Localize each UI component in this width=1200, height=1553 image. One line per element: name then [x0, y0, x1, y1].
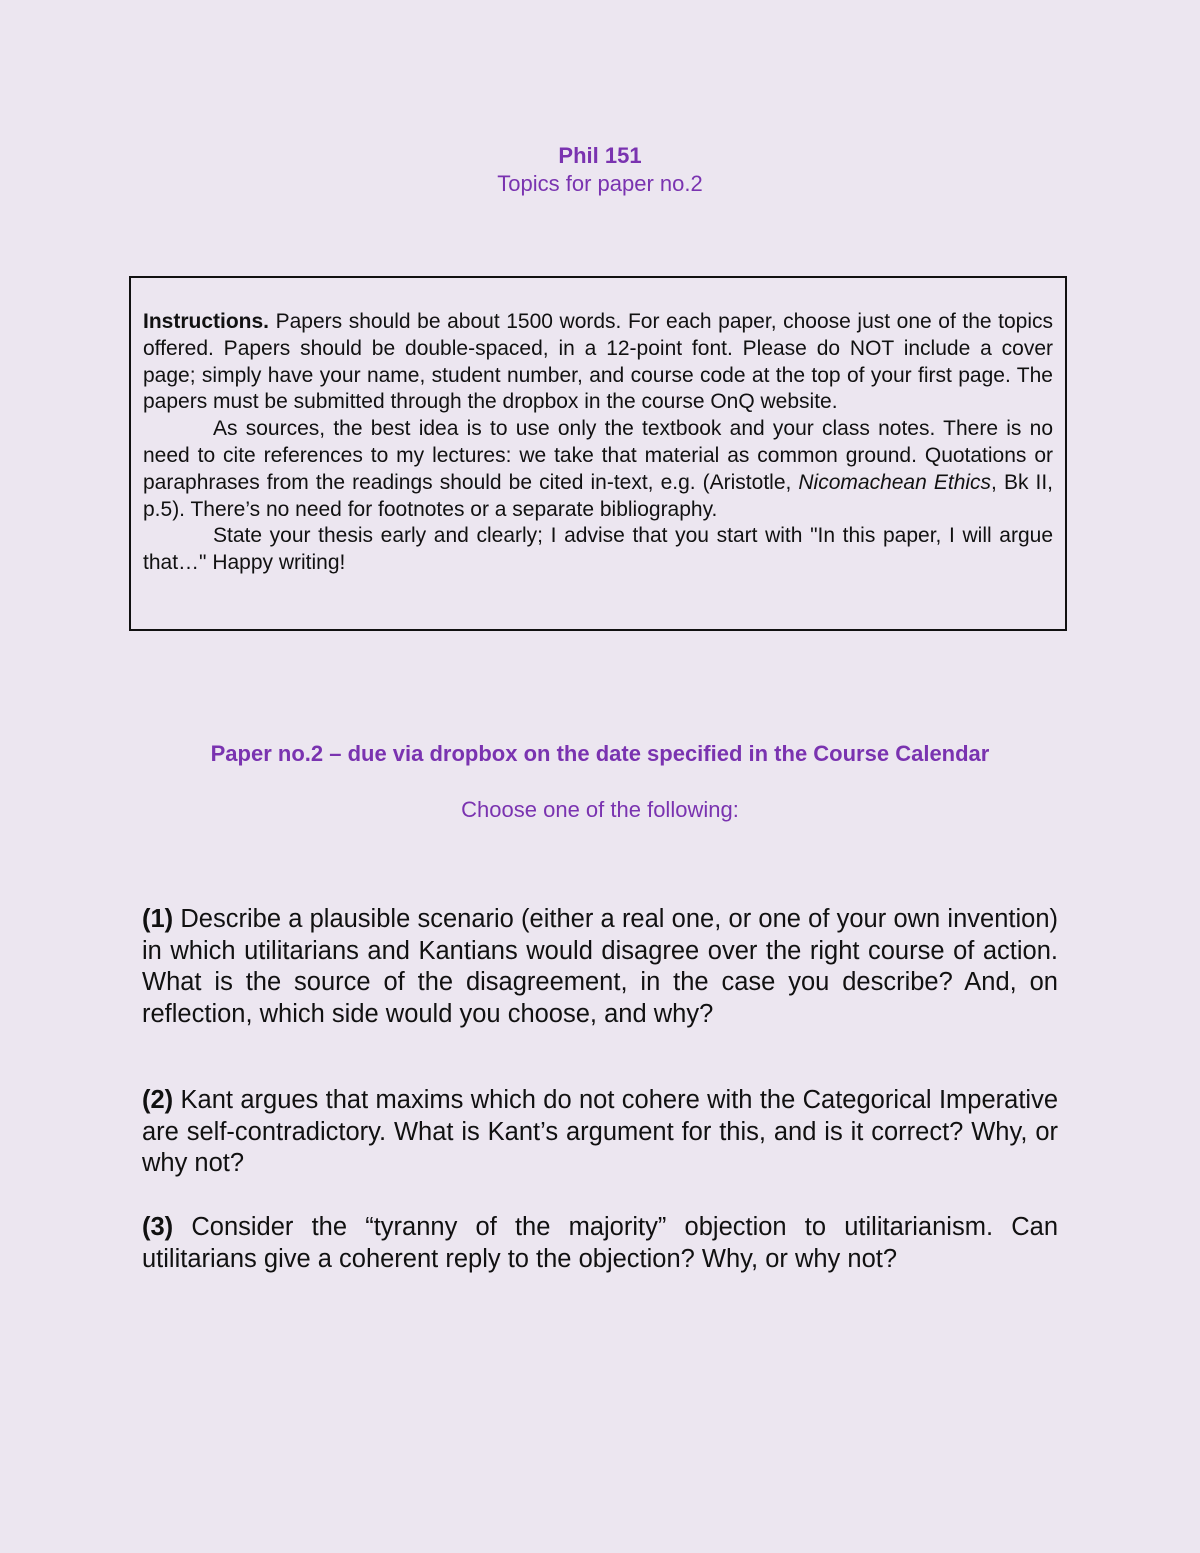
topic-item: [142, 904, 1058, 1030]
document-header: [0, 142, 1200, 198]
instructions-paragraph-2: [143, 416, 1053, 523]
instructions-box: [129, 276, 1067, 631]
course-title: Phil 151: [558, 143, 642, 168]
topic-number: (3): [142, 1213, 174, 1241]
topic-text: Describe a plausible scenario (either a real one, or one of your own invention) in which utilitarians and Kantians would disagree over the right course of action. What is the source of the disagreement, in the case you describe? And, on reflection, which side would you choose, and why?: [142, 905, 1058, 1028]
topic-number: (1): [142, 905, 174, 933]
book-title: Nicomachean Ethics: [798, 470, 992, 494]
paper-due-heading: Paper no.2 – due via dropbox on the date specified in the Course Calendar: [210, 741, 990, 766]
topic-text: Kant argues that maxims which do not cohere with the Categorical Imperative are self-contradictory. What is Kant’s argument for this, and is it correct? Why, or why not?: [142, 1086, 1058, 1177]
choose-instruction: Choose one of the following:: [461, 797, 739, 822]
instructions-text-1: Papers should be about 1500 words. For each paper, choose just one of the topics offered. Papers should be double-spaced, in a 12-point font. Please do NOT include a cover page; simply have your name, student number, and course code at the top of your first page. The papers must be submitted through the dropbox in the course OnQ website.: [143, 310, 1053, 414]
instructions-text-3: State your thesis early and clearly; I advise that you start with "In this paper, I will argue that…" Happy writing!: [143, 524, 1053, 575]
instructions-text-2a: As sources, the best idea is to use only the textbook and your class notes. There is no need to cite references to my lectures: we take that material as common ground. Quotations or paraphrases from the readings should be cited in-text, e.g. (Aristotle,: [143, 417, 1053, 494]
topic-number: (2): [142, 1086, 174, 1114]
instructions-paragraph-3: [143, 523, 1053, 577]
topic-text: Consider the “tyranny of the majority” objection to utilitarianism. Can utilitarians give a coherent reply to the objection? Why, or why not?: [142, 1213, 1058, 1273]
topic-item: [142, 1085, 1058, 1180]
instructions-paragraph-1: [143, 309, 1053, 416]
document-subtitle: Topics for paper no.2: [497, 171, 703, 196]
instructions-text-2b: , Bk II, p.5). There’s no need for footnotes or a separate bibliography.: [143, 470, 1054, 521]
instructions-label: Instructions.: [143, 310, 270, 333]
topic-item: [142, 1212, 1058, 1275]
